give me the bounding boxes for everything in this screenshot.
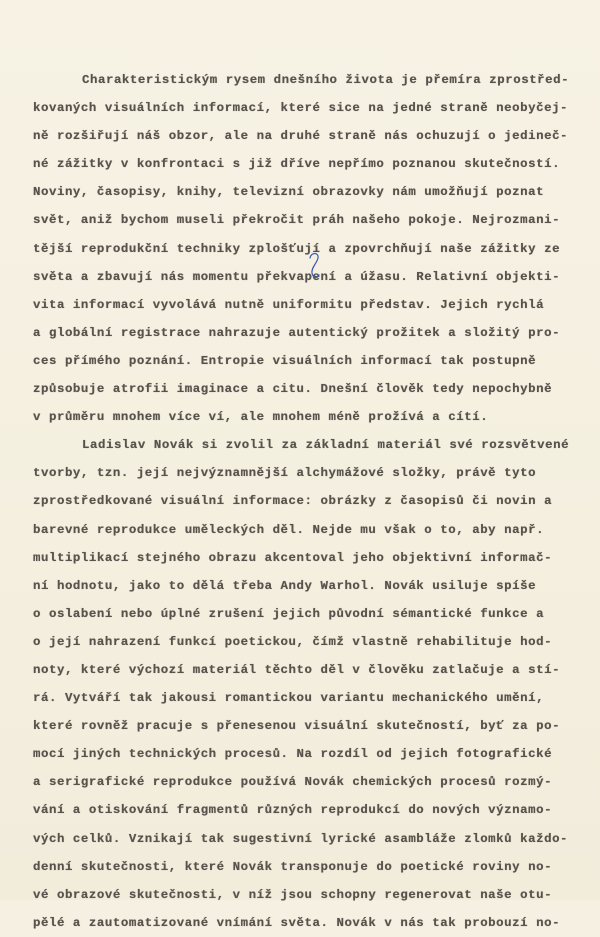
paragraph-2	[33, 431, 573, 937]
handwritten-correction-mark	[307, 251, 323, 281]
text-line: Ladislav Novák si zvolil za základní materiál své rozsvětvené	[82, 438, 570, 453]
text-line: způsobuje atrofii imaginace a citu. Dnešní člověk tedy nepochybně	[33, 382, 553, 397]
text-line: denní skutečnosti, které Novák transponuje do poetické roviny no-	[33, 859, 553, 874]
text-line: tější reprodukční techniky zplošťují a zpovrchňují naše zážitky ze	[33, 241, 561, 256]
text-line: světa a zbavují nás momentu překvapení a úžasu. Relativní objekti-	[33, 269, 561, 284]
text-line: multiplikací stejného obrazu akcentoval jeho objektivní informač-	[33, 550, 553, 565]
text-line: ces přímého poznání. Entropie visuálních informací tak postupně	[33, 353, 537, 368]
text-line: vita informací vyvolává nutně uniformitu představ. Jejich rychlá	[33, 297, 545, 312]
text-line: barevné reprodukce uměleckých děl. Nejde mu však o to, aby např.	[33, 522, 545, 537]
text-line: v průměru mnohem více ví, ale mnohem méně prožívá a cítí.	[33, 410, 489, 425]
document-body	[33, 66, 573, 937]
text-line: vání a otiskování fragmentů různých reprodukcí do nových významo-	[33, 803, 553, 818]
text-line: mocí jiných technických procesů. Na rozdíl od jejich fotografické	[33, 747, 553, 762]
text-line: ní hodnotu, jako to dělá třeba Andy Warhol. Novák usiluje spíše	[33, 578, 537, 593]
text-line: vých celků. Vznikají tak sugestivní lyrické asambláže zlomků každo-	[33, 831, 569, 846]
text-line: o její nahrazení funkcí poetickou, čímž vlastně rehabilituje hod-	[33, 634, 553, 649]
text-line: Noviny, časopisy, knihy, televizní obrazovky nám umožňují poznat	[33, 185, 545, 200]
text-line: o oslabení nebo úplné zrušení jejich původní sémantické funkce a	[33, 606, 545, 621]
text-line: svět, aniž bychom museli překročit práh našeho pokoje. Nejrozmani-	[33, 213, 561, 228]
text-line: a serigrafické reprodukce používá Novák chemických procesů rozmý-	[33, 775, 553, 790]
text-line: ně rozšiřují náš obzor, ale na druhé straně nás ochuzují o jedineč-	[33, 129, 569, 144]
paragraph-1	[33, 66, 573, 431]
text-line: rá. Vytváří tak jakousi romantickou variantu mechanického umění,	[33, 691, 545, 706]
text-line: pělé a zautomatizované vnímání světa. Novák v nás tak probouzí no-	[33, 915, 561, 930]
text-line: zprostředkované visuální informace: obrázky z časopisů či novin a	[33, 494, 553, 509]
text-line: Charakteristickým rysem dnešního života je přemíra zprostřed-	[82, 73, 570, 87]
text-line: a globální registrace nahrazuje autentický prožitek a složitý pro-	[33, 325, 561, 340]
text-line: né zážitky v konfrontaci s již dříve nepřímo poznanou skutečností.	[33, 157, 561, 172]
text-line: které rovněž pracuje s přenesenou visuální skutečností, byť za po-	[33, 719, 561, 734]
text-line: kovaných visuálních informací, které sice na jedné straně neobyčej-	[33, 101, 569, 116]
text-line: tvorby, tzn. její nejvýznamnější alchymážové složky, právě tyto	[33, 466, 537, 481]
text-line: vé obrazové skutečnosti, v níž jsou schopny regenerovat naše otu-	[33, 887, 553, 902]
text-line: noty, které výchozí materiál těchto děl v člověku zatlačuje a stí-	[33, 662, 561, 677]
